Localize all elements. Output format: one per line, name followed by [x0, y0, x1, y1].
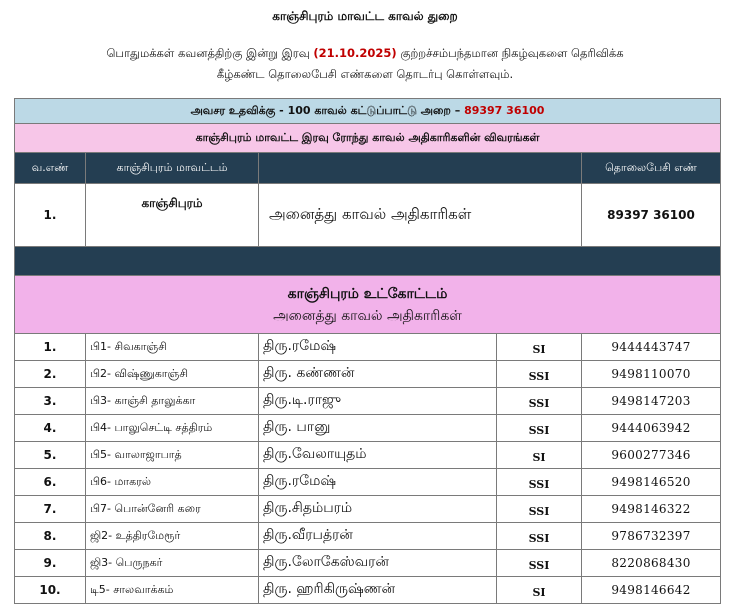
row-station: ஜி3- பெருநகர் [86, 550, 259, 577]
row-officer-name: திரு.சிதம்பரம் [259, 496, 497, 523]
row-phone: 9498146322 [582, 496, 721, 523]
row-rank: SSI [497, 388, 582, 415]
header-district: காஞ்சிபுரம் மாவட்டம் [86, 153, 259, 184]
header-serial: வ.எண் [15, 153, 86, 184]
row-phone: 9444063942 [582, 415, 721, 442]
row-officer-name: திரு. கண்ணன் [259, 361, 497, 388]
public-notice [40, 43, 690, 85]
table-row [15, 469, 721, 496]
subdivision-officers: அனைத்து காவல் அதிகாரிகள் [273, 307, 462, 324]
row-officer-name: திரு.ரமேஷ் [259, 469, 497, 496]
row-phone: 9600277346 [582, 442, 721, 469]
row-serial: 7. [15, 496, 86, 523]
district-officers: அனைத்து காவல் அதிகாரிகள் [259, 184, 582, 247]
table-row [15, 577, 721, 604]
emergency-label: அவசர உதவிக்கு - 100 காவல் கட்டுப்பாட்டு அறை – [190, 103, 461, 117]
row-rank: SI [497, 334, 582, 361]
divider-band-cell [15, 247, 721, 276]
row-station: பி6- மாகரல் [86, 469, 259, 496]
district-phone: 89397 36100 [582, 184, 721, 247]
notice-date: (21.10.2025) [313, 46, 397, 60]
row-rank: SI [497, 442, 582, 469]
header-phone: தொலைபேசி எண் [582, 153, 721, 184]
row-phone: 9444443747 [582, 334, 721, 361]
row-serial: 6. [15, 469, 86, 496]
row-officer-name: திரு.ரமேஷ் [259, 334, 497, 361]
row-station: பி4- பாலுசெட்டி சத்திரம் [86, 415, 259, 442]
emergency-row [15, 99, 721, 124]
row-officer-name: திரு.வேலாயுதம் [259, 442, 497, 469]
divider-band [15, 247, 721, 276]
header-row [15, 153, 721, 184]
table-row [15, 388, 721, 415]
notice-text-after-date: குற்றச்சம்பந்தமான நிகழ்வுகளை தெரிவிக்க [400, 46, 624, 60]
notice-line-2: கீழ்கண்ட தொலைபேசி எண்களை தொடர்பு கொள்ளவும். [216, 67, 514, 81]
row-station: பி1- சிவகாஞ்சி [86, 334, 259, 361]
row-rank: SSI [497, 361, 582, 388]
row-phone: 9786732397 [582, 523, 721, 550]
row-serial: 5. [15, 442, 86, 469]
row-rank: SSI [497, 469, 582, 496]
row-phone: 9498147203 [582, 388, 721, 415]
subdivision-title: காஞ்சிபுரம் உட்கோட்டம் [287, 285, 448, 302]
table-row [15, 334, 721, 361]
night-patrol-heading-row [15, 124, 721, 153]
table-row [15, 550, 721, 577]
night-patrol-heading: காஞ்சிபுரம் மாவட்ட இரவு ரோந்து காவல் அதிகாரிகளின் விவரங்கள் [15, 124, 721, 153]
row-officer-name: திரு.லோகேஸ்வரன் [259, 550, 497, 577]
police-contact-table [14, 98, 721, 604]
district-name: காஞ்சிபுரம் [86, 184, 259, 247]
row-officer-name: திரு.டி.ராஜு [259, 388, 497, 415]
row-rank: SI [497, 577, 582, 604]
row-serial: 3. [15, 388, 86, 415]
emergency-cell [15, 99, 721, 124]
table-row [15, 496, 721, 523]
row-serial: 9. [15, 550, 86, 577]
row-serial: 1. [15, 334, 86, 361]
district-row [15, 184, 721, 247]
row-station: ஜி2- உத்திரமேரூர் [86, 523, 259, 550]
row-station: பி5- வாலாஜாபாத் [86, 442, 259, 469]
table-row [15, 442, 721, 469]
row-officer-name: திரு.வீரபத்ரன் [259, 523, 497, 550]
table-row [15, 361, 721, 388]
district-serial: 1. [15, 184, 86, 247]
row-phone: 9498110070 [582, 361, 721, 388]
emergency-number: 89397 36100 [464, 103, 545, 117]
row-officer-name: திரு. ஹரிகிருஷ்ணன் [259, 577, 497, 604]
row-station: பி7- பொன்னேரி கரை [86, 496, 259, 523]
row-rank: SSI [497, 496, 582, 523]
row-phone: 8220868430 [582, 550, 721, 577]
row-station: பி2- விஷ்ணுகாஞ்சி [86, 361, 259, 388]
table-row [15, 415, 721, 442]
table-row [15, 523, 721, 550]
row-officer-name: திரு. பானு [259, 415, 497, 442]
subdivision-cell [15, 276, 721, 334]
row-rank: SSI [497, 523, 582, 550]
header-blank [259, 153, 582, 184]
row-rank: SSI [497, 415, 582, 442]
row-phone: 9498146520 [582, 469, 721, 496]
row-station: பி3- காஞ்சி தாலுக்கா [86, 388, 259, 415]
row-serial: 8. [15, 523, 86, 550]
notice-text-before-date: பொதுமக்கள் கவனத்திற்கு இன்று இரவு [106, 46, 310, 60]
subdivision-row [15, 276, 721, 334]
row-serial: 10. [15, 577, 86, 604]
notice-line-1 [40, 43, 690, 64]
row-serial: 4. [15, 415, 86, 442]
page-title: காஞ்சிபுரம் மாவட்ட காவல் துறை [272, 9, 458, 23]
row-serial: 2. [15, 361, 86, 388]
row-phone: 9498146642 [582, 577, 721, 604]
row-rank: SSI [497, 550, 582, 577]
row-station: டி5- சாலவாக்கம் [86, 577, 259, 604]
